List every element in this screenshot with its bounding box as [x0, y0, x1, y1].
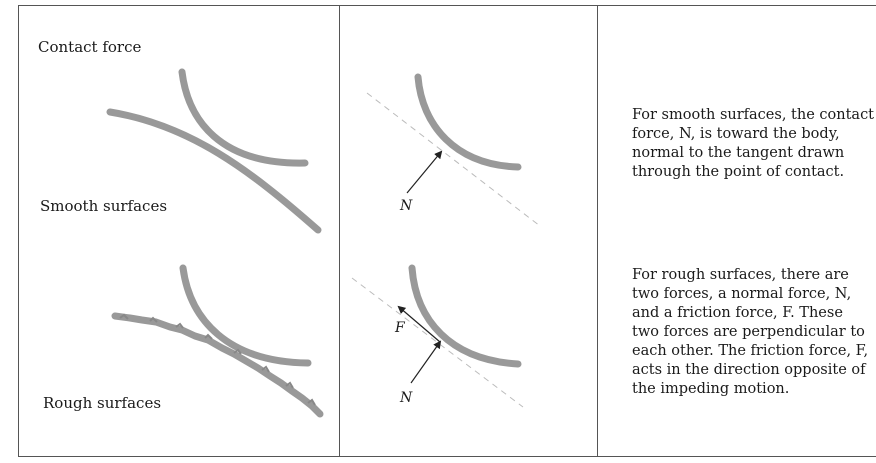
- normal-force-arrow-rough: [411, 342, 440, 383]
- normal-force-arrow-smooth: [407, 152, 441, 193]
- smooth-surfaces-label: Smooth surfaces: [40, 197, 168, 215]
- smooth-description-line: through the point of contact.: [632, 164, 845, 180]
- smooth-body-curve: [182, 72, 305, 163]
- rough-description-line: two forces are perpendicular to: [632, 324, 865, 340]
- rough-body-curve-free: [412, 268, 518, 364]
- rough-surfaces-label: Rough surfaces: [43, 394, 162, 412]
- rough-description-line: two forces, a normal force, N,: [632, 286, 852, 302]
- smooth-body-curve-free: [418, 77, 518, 167]
- rough-description-line: For rough surfaces, there are: [632, 267, 849, 283]
- smooth-description-line: force, N, is toward the body,: [632, 126, 840, 142]
- rough-body-curve: [183, 268, 308, 363]
- contact-force-title: Contact force: [38, 38, 142, 56]
- smooth-description-line: For smooth surfaces, the contact: [632, 107, 875, 123]
- smooth-description-line: normal to the tangent drawn: [632, 145, 845, 161]
- tangent-line-rough: [352, 278, 523, 407]
- smooth-surface-curve: [110, 112, 318, 230]
- rough-description-line: the impeding motion.: [632, 381, 790, 397]
- normal-force-label-smooth: N: [400, 198, 413, 214]
- rough-description-line: and a friction force, F. These: [632, 305, 843, 321]
- rough-description-line: acts in the direction opposite of: [632, 362, 866, 378]
- tangent-line-smooth: [367, 93, 540, 226]
- rough-description-line: each other. The friction force, F,: [632, 343, 869, 359]
- normal-force-label-rough: N: [400, 390, 413, 406]
- friction-force-label: F: [395, 320, 405, 336]
